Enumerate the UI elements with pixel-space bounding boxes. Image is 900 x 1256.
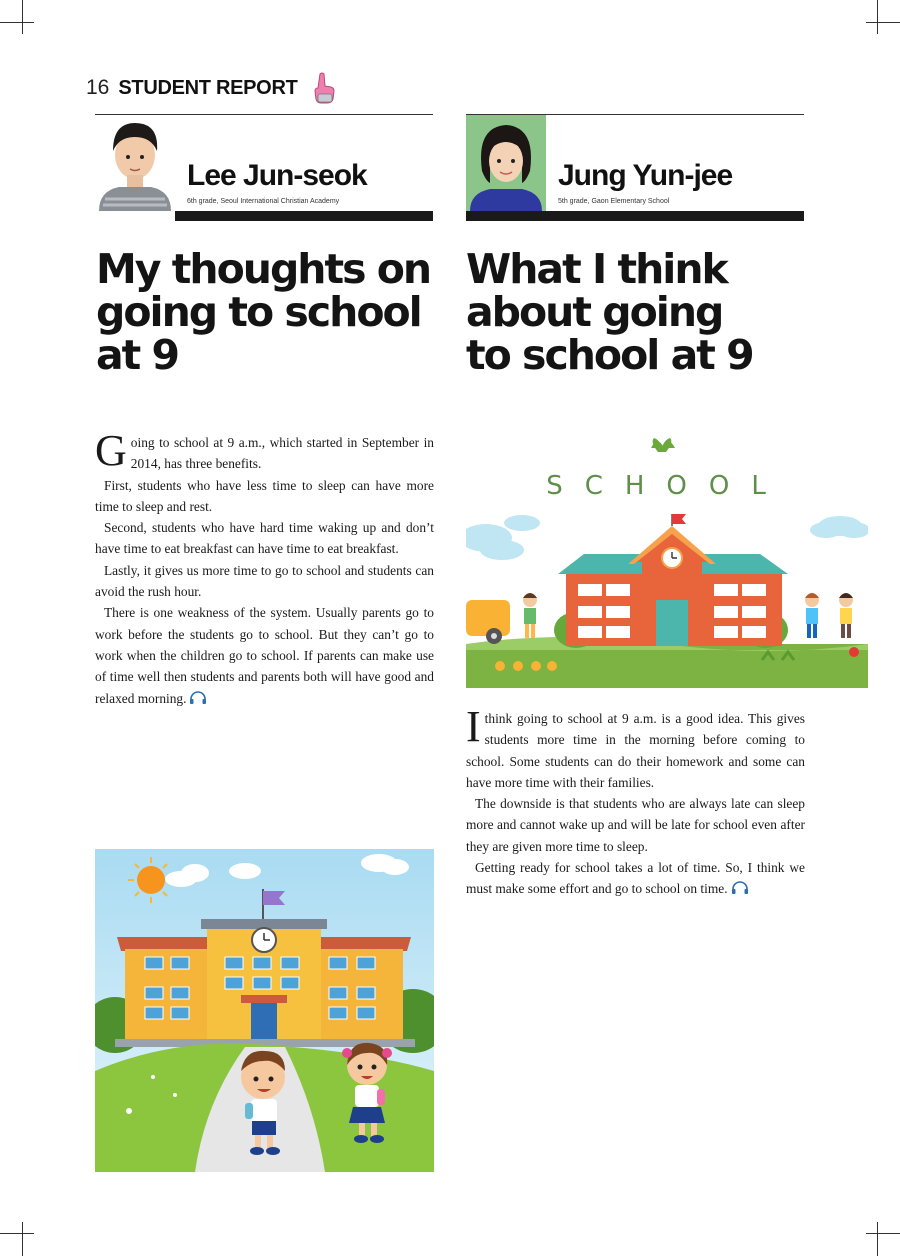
article-body-left [95,426,434,709]
page-number: 16 [86,76,110,99]
section-title: STUDENT REPORT [118,76,298,99]
crop-mark [866,1233,900,1234]
crop-mark [22,1222,23,1256]
headphones-icon[interactable] [189,691,207,705]
divider-bar [466,211,804,221]
crop-mark [0,1233,34,1234]
crop-mark [866,22,900,23]
paragraph: Getting ready for school takes a lot of time. So, I think we must make some effort and go to school on time. [466,860,805,897]
drop-cap: I [466,702,481,751]
author-block-left [95,114,433,221]
author-name: Lee Jun-seok [187,159,367,192]
headphones-icon[interactable] [731,881,749,895]
paragraph: Lastly, it gives us more time to go to school and students can avoid the rush hour. [95,562,434,600]
paragraph: The downside is that students who are always late can sleep more and cannot wake up and will be late for school even after they are given more time to sleep. [466,796,805,854]
author-school: 5th grade, Gaon Elementary School [558,198,670,205]
drop-cap: G [95,426,127,475]
paragraph: Second, students who have hard time waking up and don’t have time to eat breakfast can have time to eat breakfast. [95,520,434,557]
author-school: 6th grade, Seoul International Christian Academy [187,198,340,205]
paragraph: Going to school at 9 a.m., which started in September in 2014, has three benefits. [95,426,434,475]
crop-mark [0,22,34,23]
paragraph: First, students who have less time to sleep can have more time to sleep and rest. [95,477,434,514]
school-sign: SCHOOL [546,471,788,501]
hand-icon [312,72,336,104]
article-title-right: What I think about going to school at 9 [466,245,753,379]
author-photo [466,115,546,211]
school-illustration-left [95,849,434,1172]
crop-mark [877,1222,878,1256]
school-illustration-right [466,430,868,688]
author-photo [95,115,175,211]
crop-mark [877,0,878,34]
page-header [86,72,336,104]
article-title-left: My thoughts on going to school at 9 [96,245,431,379]
author-name: Jung Yun-jee [558,159,733,192]
paragraph: Ithink going to school at 9 a.m. is a good idea. This gives students more time in the morning before coming to school. Some students can do their homework and some can have more time with their families. [466,702,805,790]
article-body-right [466,702,805,900]
paragraph: There is one weakness of the system. Usually parents go to work before the students go to school. But they can’t go to work when the children go to school. If parents can make use of time well then students and parents both will have good and relaxed morning. [95,605,434,706]
author-block-right [466,114,804,221]
crop-mark [22,0,23,34]
